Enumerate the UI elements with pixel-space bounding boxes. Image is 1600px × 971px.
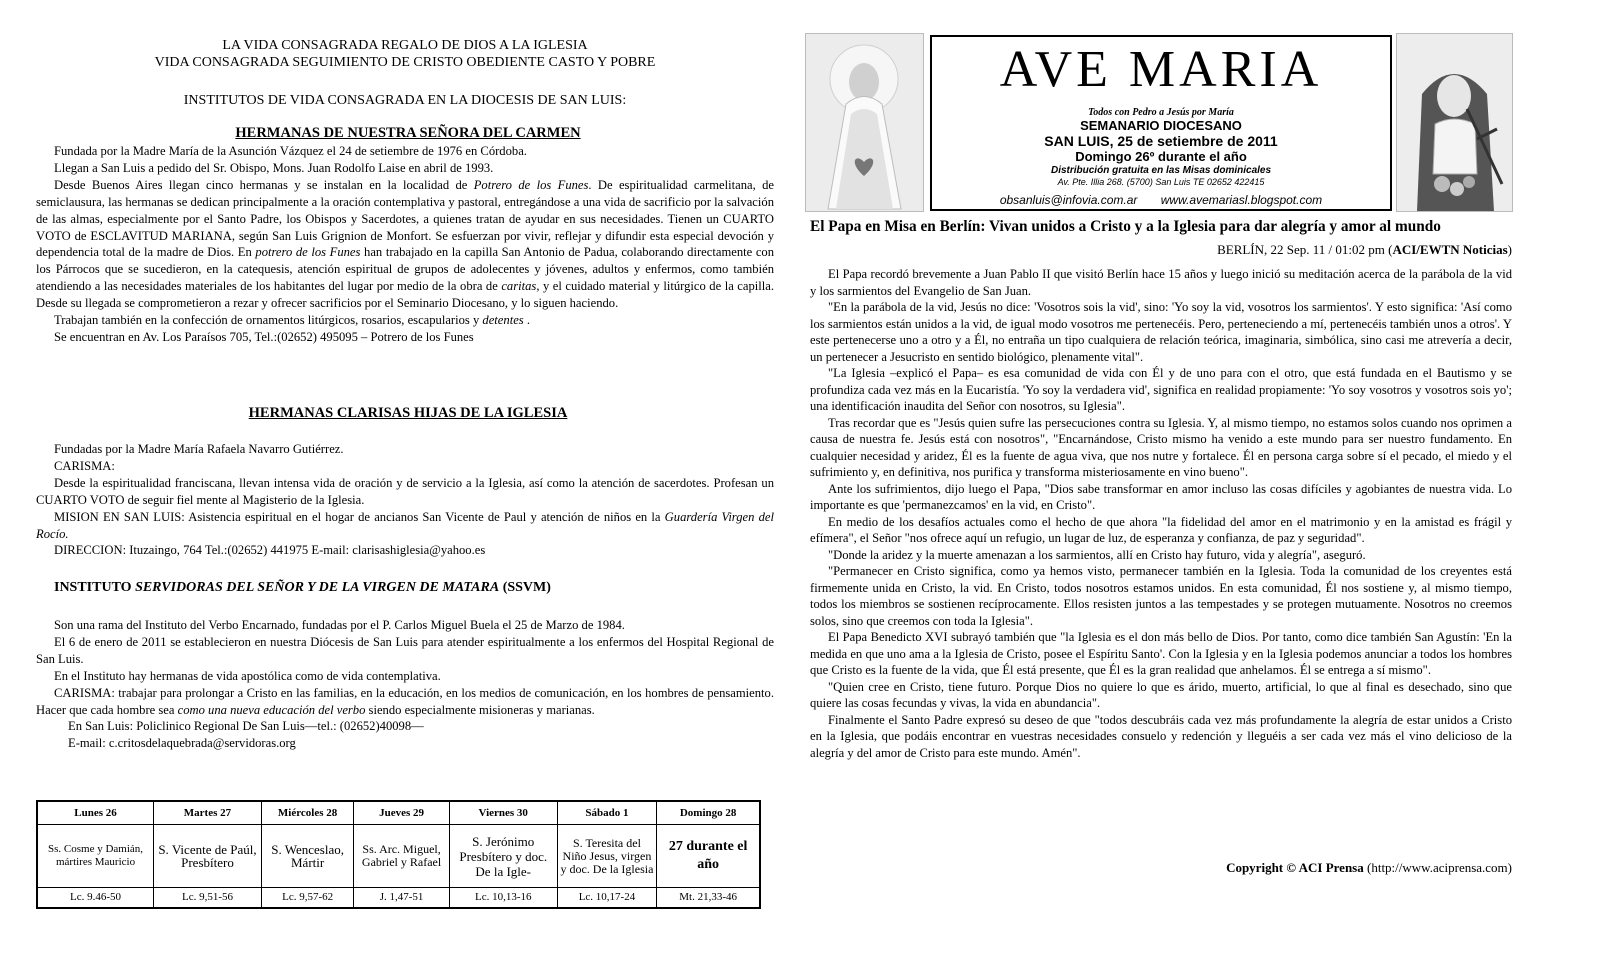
- virgin-mary-image: [805, 33, 924, 212]
- article-paragraph: Ante los sufrimientos, dijo luego el Papa, "Dios sabe transformar en amor incluso las cosas difíciles y agobiantes de nuestra vida. Lo importante es que 'permanezcamos' en la vid, en Cristo".: [810, 481, 1512, 512]
- table-row-saints: [37, 825, 760, 888]
- section-title-clarisas: HERMANAS CLARISAS HIJAS DE LA IGLESIA: [248, 405, 568, 421]
- saint-cell: Ss. Arc. Miguel, Gabriel y Rafael: [354, 825, 450, 888]
- day-cell: Domingo 28: [657, 801, 760, 825]
- article-paragraph: "Quien cree en Cristo, tiene futuro. Porque Dios no quiere lo que es árido, muerto, artificial, lo que al final es desechado, sino que quiere las cosas fecundas y vivas, la vida en abundancia".: [810, 679, 1512, 710]
- article-paragraph: En medio de los desafíos actuales como el hecho de que ahora "la fidelidad del amor en el matrimonio y en la amistad es frágil y efímera", el Señor "nos ofrece aquí un refugio, un lugar de luz, de esperanza y confianza, de paz y seguridad".: [810, 514, 1512, 545]
- reading-cell: Lc. 9,57-62: [261, 888, 353, 909]
- day-cell: Lunes 26: [37, 801, 154, 825]
- section-body-carmen: Fundada por la Madre María de la Asunción Vázquez el 24 de setiembre de 1976 en Córdoba. Llegan a San Luis a pedido del Sr. Obispo, Mons. Juan Rodolfo Laise en abril de 1993. Desde Buenos Aires llegan cinco hermanas y se instalan en la localidad de Potrero de los Funes. De espiritualidad carmelitana, de semiclausura, las hermanas se dedican principalmente a la oración contemplativa y pastoral, entregándose a una vida de sacrificio por la salvación de las almas, especialmente por el Santo Padre, los Obispos y Sacerdotes, a quienes tratan de ayudar en sus necesidades. Tienen un CUARTO VOTO de ESCLAVITUD MARIANA, según San Luis Grignion de Monfort. Se esfuerzan por vivir, reflejar y difundir esta especial devoción y dependencia total de la madre de Dios. En potrero de los Funes han trabajado en la capilla San Antonio de Padua, colaborando directamente con los Párrocos que se sucedieron, en la catequesis, atención espiritual de grupos de adolecentes y jóvenes, adultos y enfermos, como también atendiendo a las necesidades materiales de los habitantes del lugar por medio de la obra de caritas, y el cuidado material y litúrgico de la capilla. Desde su llegada se comprometieron a rezar y ofrecer sacrificios por el Seminario Diocesano, y lo siguen haciendo. Trabajan también en la confección de ornamentos litúrgicos, rosarios, escapularios y detentes . Se encuentran en Av. Los Paraísos 705, Tel.:(02652) 495095 – Potrero de los Funes: [36, 144, 775, 344]
- article-paragraph: "La Iglesia –explicó el Papa– es esa comunidad de vida con Él y de uno para con el otro, que está fundada en el Bautismo y se profundiza cada vez más en la Eucaristía. 'Yo soy la verdadera vid', significa en realidad propiamente: 'Yo soy vosotros y vosotros sois yo'; una identificación inaudita del Señor con nosotros, su Iglesia".: [810, 366, 1512, 413]
- table-row-readings: [37, 888, 760, 909]
- masthead-date: SAN LUIS, 25 de setiembre de 2011: [1044, 133, 1278, 149]
- article-dateline: BERLÍN, 22 Sep. 11 / 01:02 pm (ACI/EWTN Noticias): [1217, 242, 1512, 257]
- section-title-carmen: HERMANAS DE NUESTRA SEÑORA DEL CARMEN: [235, 125, 581, 141]
- header-line-2: VIDA CONSAGRADA SEGUIMIENTO DE CRISTO OBEDIENTE CASTO Y POBRE: [154, 55, 656, 70]
- day-cell: Sábado 1: [557, 801, 657, 825]
- saint-cell: S. Vicente de Paúl, Presbítero: [154, 825, 262, 888]
- masthead-email: obsanluis@infovia.com.ar: [999, 193, 1138, 207]
- masthead-distribution: Distribución gratuita en las Misas dominicales: [1050, 165, 1272, 176]
- masthead-contacts: [932, 192, 1390, 208]
- masthead-address: Av. Pte. Illia 268. (5700) San Luis TE 02652 422415: [1057, 177, 1265, 187]
- day-cell: Martes 27: [154, 801, 262, 825]
- saint-cell: Ss. Cosme y Damián, mártires Mauricio: [37, 825, 154, 888]
- reading-cell: Lc. 9,51-56: [154, 888, 262, 909]
- masthead-publication: SEMANARIO DIOCESANO: [1080, 118, 1242, 133]
- masthead-motto: Todos con Pedro a Jesús por María: [1088, 107, 1234, 118]
- day-cell: Jueves 29: [354, 801, 450, 825]
- saint-cell: S. Jerónimo Presbítero y doc. De la Igle-: [449, 825, 557, 888]
- masthead: [930, 35, 1392, 211]
- saint-cell: S. Wenceslao, Mártir: [261, 825, 353, 888]
- copyright: Copyright © ACI Prensa (http://www.aciprensa.com): [1226, 860, 1512, 875]
- header-line-3: INSTITUTOS DE VIDA CONSAGRADA EN LA DIOCESIS DE SAN LUIS:: [183, 93, 627, 108]
- saint-cell: 27 durante el año: [657, 825, 760, 888]
- table-row-days: [37, 801, 760, 825]
- masthead-blog: www.avemariasl.blogspot.com: [1160, 193, 1323, 207]
- saint-cell: S. Teresita del Niño Jesus, virgen y doc. De la Iglesia: [557, 825, 657, 888]
- section-body-clarisas: Fundadas por la Madre María Rafaela Navarro Gutiérrez. CARISMA: Desde la espiritualidad franciscana, llevan intensa vida de oración y de servicio a la Iglesia, así como la atención de sacerdotes. Profesan un CUARTO VOTO de seguir fiel mente al Magisterio de la Iglesia. MISION EN SAN LUIS: Asistencia espiritual en el hogar de ancianos San Vicente de Paul y atención de niños en la Guardería Virgen del Rocío. DIRECCION: Ituzaingo, 764 Tel.:(02652) 441975 E-mail: clarisashiglesia@yahoo.es: [36, 442, 774, 558]
- section-title-ssvm: INSTITUTO SERVIDORAS DEL SEÑOR Y DE LA VIRGEN DE MATARA (SSVM): [54, 580, 551, 595]
- header-line-1: LA VIDA CONSAGRADA REGALO DE DIOS A LA IGLESIA: [222, 38, 588, 53]
- liturgical-calendar-table: [36, 800, 761, 909]
- reading-cell: Lc. 10,17-24: [557, 888, 657, 909]
- masthead-title: AVE MARIA: [999, 41, 1323, 98]
- section-body-ssvm: Son una rama del Instituto del Verbo Encarnado, fundadas por el P. Carlos Miguel Buela el 25 de Marzo de 1984. El 6 de enero de 2011 se establecieron en nuestra Diócesis de San Luis para atender espiritualmente a los enfermos del Hospital Regional de San Luis. En el Instituto hay hermanas de vida apostólica como de vida contemplativa. CARISMA: trabajar para prolongar a Cristo en las familias, en la educación, en los medios de comunicación, en los hombres de pensamiento. Hacer que cada hombre sea como una nueva educación del verbo siendo especialmente misioneras y marianas. En San Luis: Policlinico Regional De San Luis—tel.: (02652)40098— E-mail: c.critosdelaquebrada@servidoras.org: [36, 618, 774, 751]
- reading-cell: Lc. 9.46-50: [37, 888, 154, 909]
- reading-cell: Mt. 21,33-46: [657, 888, 760, 909]
- article-headline: El Papa en Misa en Berlín: Vivan unidos a Cristo y a la Iglesia para dar alegría y amor al mundo: [810, 218, 1441, 235]
- article-body: [810, 266, 1512, 761]
- article-paragraph: El Papa recordó brevemente a Juan Pablo II que visitó Berlín hace 15 años y luego inició su meditación acerca de la parábola de la vid y los sarmientos del Evangelio de San Juan.: [810, 267, 1512, 298]
- reading-cell: Lc. 10,13-16: [449, 888, 557, 909]
- saint-therese-image: [1396, 33, 1513, 212]
- article-paragraph: "Donde la aridez y la muerte amenazan a los sarmientos, allí en Cristo hay futuro, vida y alegría", aseguró.: [828, 547, 1366, 562]
- reading-cell: J. 1,47-51: [354, 888, 450, 909]
- article-paragraph: "Permanecer en Cristo significa, como ya hemos visto, permanecer también en la Iglesia. Toda la comunidad de los creyentes está firmemente unida en Cristo, la vid. En Cristo, todos nosotros estamos unidos. En esta comunidad, Él nos sostiene y, al mismo tiempo, todos los miembros se sostienen recíprocamente. Ellos resisten juntos a las tempestades y se protegen mutuamente. Nosotros no creemos solos, sino que creemos con toda la Iglesia".: [810, 564, 1512, 628]
- article-paragraph: "En la parábola de la vid, Jesús no dice: 'Vosotros sois la vid', sino: 'Yo soy la vid, vosotros los sarmientos'. Y esto significa: 'Así como los sarmientos están unidos a la vid, de igual modo vosotros me pertenecéis. Pero, perteneciendo a mí, pertenecéis también unos a otros'. Y este pertenecerse uno a otro y a Él, no entraña un tipo cualquiera de relación teórica, imaginaria, simbólica, sino casi me atrevería a decir, un pertenecer a Jesucristo en sentido biológico, plenamente vital".: [810, 300, 1512, 364]
- article-paragraph: Finalmente el Santo Padre expresó su deseo de que "todos descubráis cada vez más profundamente la alegría de estar unidos a Cristo en la Iglesia, que podáis encontrar en vuestras necesidades consuelo y redención y lleguéis a ser cada vez más el vino delicioso de la alegría y del amor de Cristo para este mundo. Amén".: [810, 712, 1512, 760]
- day-cell: Miércoles 28: [261, 801, 353, 825]
- article-paragraph: Tras recordar que es "Jesús quien sufre las persecuciones contra su Iglesia. Y, al mismo tiempo, no estamos solos cuando nos oprimen a causa de nuestra fe. Jesús está con nosotros", "Encarnándose, Cristo mismo ha venido a este mundo para ser nuestro fundamento. En cualquier necesidad y aridez, Él es la fuente de agua viva, que nos nutre y fortalece. Él en persona carga sobre sí el pecado, el miedo y el sufrimiento y, en definitiva, nos purifica y transforma misteriosamente en vino bueno".: [810, 415, 1512, 479]
- article-paragraph: El Papa Benedicto XVI subrayó también que "la Iglesia es el don más bello de Dios. Por tanto, como dice también San Agustín: 'En la medida en que uno ama a la Iglesia de Cristo, posee el Espíritu Santo'. Con la Iglesia y en la Iglesia podemos anunciar a todos los hombres que Cristo es la fuente de la vida, que Él está presente, que Él es la gran realidad que anhelamos. Él se entrega a sí mismo".: [810, 630, 1512, 677]
- masthead-sunday: Domingo 26º durante el año: [1075, 149, 1247, 164]
- day-cell: Viernes 30: [449, 801, 557, 825]
